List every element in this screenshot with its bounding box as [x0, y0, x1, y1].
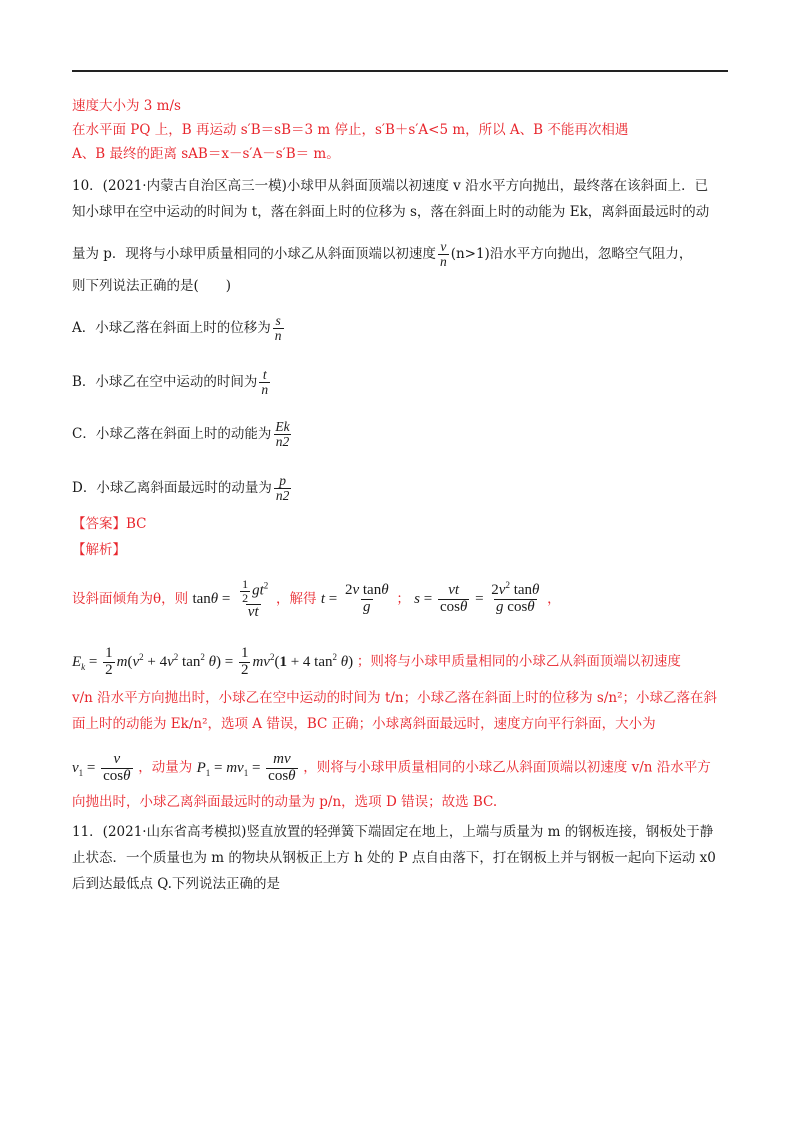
solution-line-1 [72, 578, 561, 621]
option-d-fraction [274, 474, 292, 503]
solution-line-5 [72, 752, 711, 785]
option-d-num: p [279, 473, 286, 488]
solution-line-3: v/n 沿水平方向抛出时，小球乙在空中运动的时间为 t/n；小球乙落在斜面上时的位移为 s/n²；小球乙落在斜 [72, 690, 717, 706]
q10-line-3-post: (n>1)沿水平方向抛出，忽略空气阻力， [450, 246, 693, 263]
solution-line-4: 面上时的动能为 Ek/n²，选项 A 错误，BC 正确；小球离斜面最远时，速度方向平行斜面，大小为 [72, 716, 656, 732]
option-a-fraction [273, 314, 284, 343]
sol5-b: ，则将与小球甲质量相同的小球乙从斜面顶端以初速度 v/n 沿水平方 [303, 759, 711, 776]
option-b [72, 368, 272, 397]
option-b-label: B．小球乙在空中运动的时间为 [72, 374, 258, 391]
p1-equation: $P_1 = mv_1$ = $\frac{mv}{\cos\theta}$ [196, 751, 296, 784]
q10-line-1: 10．(2021·内蒙古自治区高三一模)小球甲从斜面顶端以初速度 v 沿水平方向抛出，最终落在该斜面上．已 [72, 178, 709, 194]
sol5-a: ，动量为 [138, 759, 193, 776]
prev-answer-line-3: A、B 最终的距离 sAB＝x－s′A－s′B＝ m。 [72, 146, 340, 162]
v1-equation: $v_1$ = $\frac{v}{\cos\theta}$ [72, 751, 131, 784]
tan-fraction: $\frac{1}{2}$ $gt^2$ vt [242, 577, 269, 621]
q10-line-4: 则下列说法正确的是( ) [72, 278, 232, 294]
sol2-tail: ；则将与小球甲质量相同的小球乙从斜面顶端以初速度 [356, 653, 681, 670]
option-b-fraction [259, 368, 270, 397]
ek-equation: $E_k$ = $\frac{1}{2}$ $m(v^2 + 4v^2$ $\tan^2 \theta$) = $\frac{1}{2}$ $mv^2(1 + 4$ $\tan^2 \theta$) [72, 645, 357, 678]
q10-line-2: 知小球甲在空中运动的时间为 t，落在斜面上时的位移为 s，落在斜面上时的动能为 Ek，离斜面最远时的动 [72, 204, 710, 220]
option-c-label: C．小球乙落在斜面上时的动能为 [72, 426, 272, 443]
option-a-num: s [275, 313, 281, 328]
t-equation: t = $\frac{\text{2v tanθ}}{g}$ [320, 582, 389, 615]
speed-fraction: $\frac{v}{n}$ [439, 239, 447, 270]
q11-line-3: 后到达最低点 Q.下列说法正确的是 [72, 876, 280, 892]
option-d-label: D．小球乙离斜面最远时的动量为 [72, 480, 272, 497]
analysis-tag: 【解析】 [72, 542, 126, 558]
sol1-a: 设斜面倾角为θ，则 [72, 590, 189, 607]
q10-line-3 [72, 240, 692, 269]
option-c [72, 420, 294, 449]
sol1-c: ； [396, 590, 410, 607]
option-a [72, 314, 286, 343]
option-c-fraction [273, 420, 291, 449]
solution-line-6: 向抛出时，小球乙离斜面最远时的动量为 p/n，选项 D 错误；故选 BC. [72, 794, 498, 810]
header-rule [72, 70, 728, 72]
q10-line-3-pre: 量为 p．现将与小球甲质量相同的小球乙从斜面顶端以初速度 [72, 246, 436, 263]
q11-line-2: 止状态．一个质量也为 m 的物块从钢板正上方 h 处的 P 点自由落下，打在钢板上并与钢板一起向下运动 x0 [72, 850, 716, 866]
option-a-den: n [274, 328, 282, 344]
prev-answer-line-1: 速度大小为 3 m/s [72, 98, 181, 114]
option-b-num: t [262, 367, 267, 382]
option-c-den: n2 [275, 434, 290, 450]
sol1-b: ，解得 [276, 590, 317, 607]
option-b-den: n [261, 382, 269, 398]
q11-line-1: 11．(2021·山东省高考模拟)竖直放置的轻弹簧下端固定在地上，上端与质量为 m 的钢板连接，钢板处于静 [72, 824, 714, 840]
s-equation: s = $\frac{vt}{\cos\theta}$ = $\frac{2v^2 \tan\theta}{\text{g cosθ}}$ [414, 580, 540, 615]
option-d [72, 474, 293, 503]
solution-line-2 [72, 646, 681, 679]
prev-answer-line-2: 在水平面 PQ 上，B 再运动 s′B＝sB＝3 m 停止，s′B＋s′A<5 m，所以 A、B 不能再次相遇 [72, 122, 629, 138]
sol1-d: ， [547, 590, 561, 607]
option-d-den: n2 [275, 488, 290, 504]
answer-line: 【答案】BC [72, 516, 147, 532]
option-c-num: Ek [275, 419, 290, 434]
option-a-label: A．小球乙落在斜面上时的位移为 [72, 320, 271, 337]
tan-equation: tanθ = $\frac{1}{2}$ $gt^2$ vt [192, 577, 269, 621]
